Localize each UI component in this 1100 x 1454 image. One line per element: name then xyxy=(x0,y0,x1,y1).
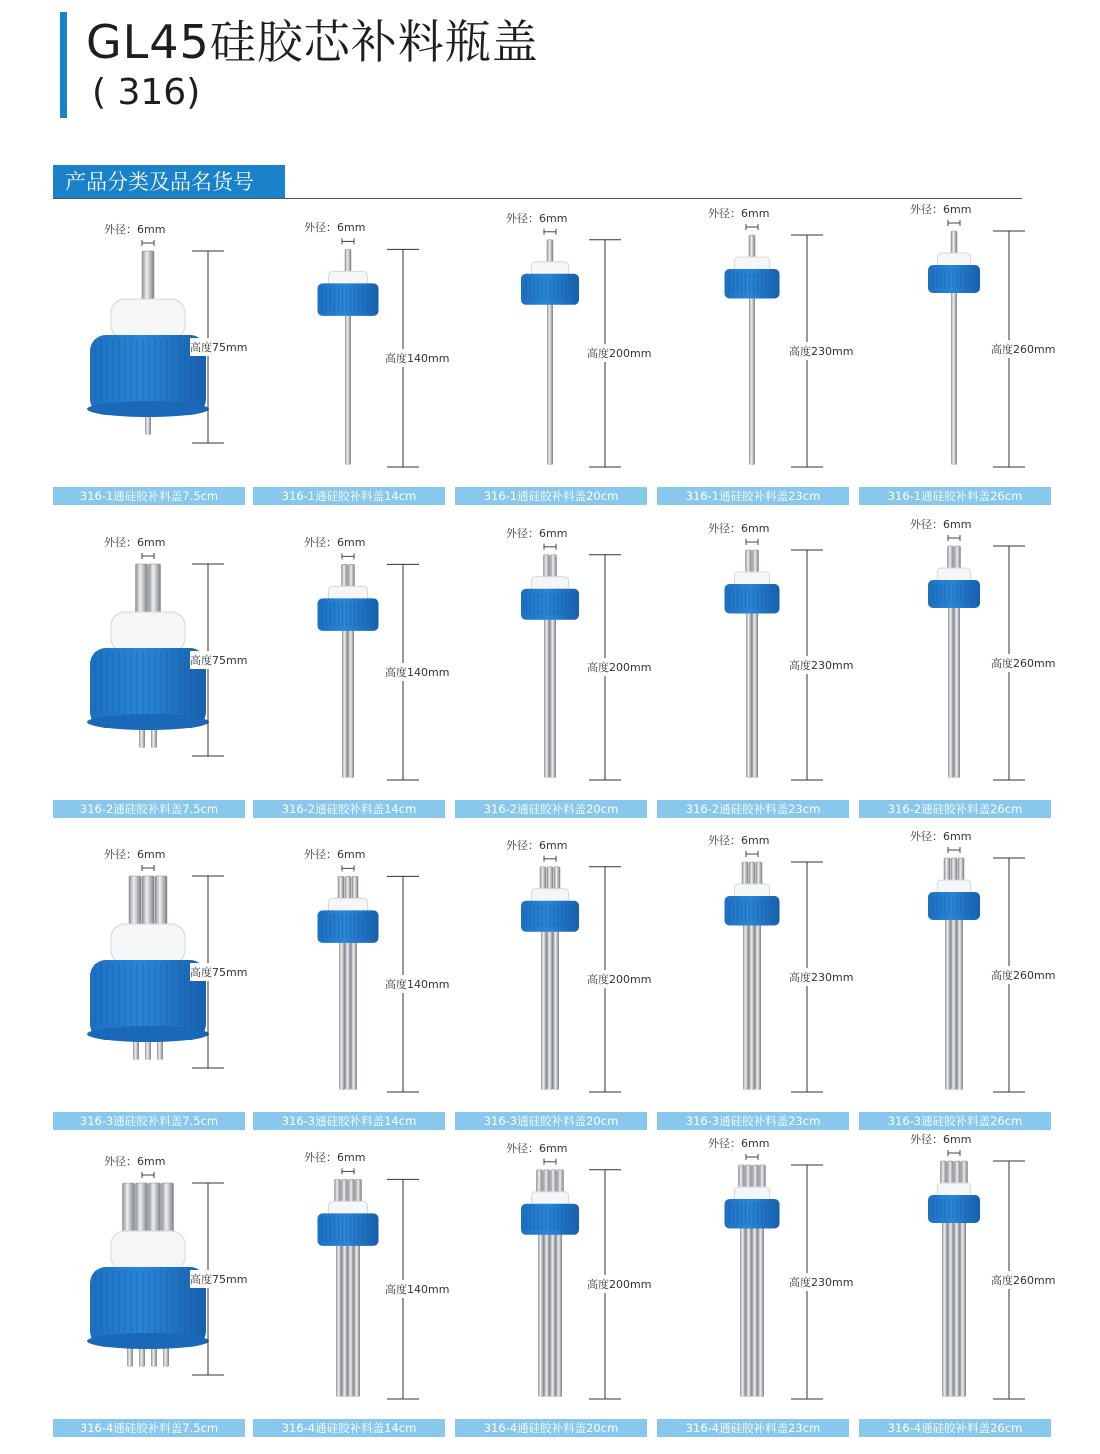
product-code-caption: 316-2通硅胶补料盖7.5cm xyxy=(53,800,245,818)
product-card xyxy=(455,1141,652,1437)
steel-tube xyxy=(960,1221,966,1397)
steel-tube xyxy=(948,606,954,778)
product-card xyxy=(657,207,854,505)
steel-tube xyxy=(740,1227,746,1398)
steel-tube xyxy=(339,941,345,1090)
product-code-caption: 316-2通硅胶补料盖14cm xyxy=(253,800,445,818)
product-code-caption: 316-3通硅胶补料盖23cm xyxy=(657,1112,849,1130)
steel-tube xyxy=(538,1233,544,1397)
steel-tube xyxy=(957,918,963,1090)
product-code-caption: 316-2通硅胶补料盖26cm xyxy=(859,800,1051,818)
feed-port-stub xyxy=(753,1165,759,1189)
blue-gl45-cap xyxy=(928,265,980,293)
blue-gl45-cap xyxy=(725,896,780,926)
feed-port-stub xyxy=(547,867,553,891)
product-card xyxy=(253,1145,450,1437)
steel-tube xyxy=(553,930,559,1090)
feed-port-stub xyxy=(136,1183,148,1233)
height-label: 高度230mm xyxy=(789,968,853,986)
feed-port-stub xyxy=(335,1179,341,1203)
steel-tube xyxy=(954,1221,960,1397)
blue-gl45-cap xyxy=(928,580,980,608)
height-label: 高度140mm xyxy=(385,349,449,367)
height-label: 高度75mm xyxy=(190,338,247,356)
outer-diameter-label: 外径：6mm xyxy=(104,848,166,861)
feed-port-stub xyxy=(554,867,560,891)
outer-diameter-label: 外径：6mm xyxy=(104,1155,166,1168)
steel-tube xyxy=(550,1233,556,1397)
steel-tube xyxy=(547,930,553,1090)
steel-tube xyxy=(345,941,351,1090)
page-subtitle: ( 316) xyxy=(92,72,201,113)
steel-tube xyxy=(746,1227,752,1398)
height-label: 高度230mm xyxy=(789,1273,853,1291)
feed-port-stub xyxy=(760,1165,766,1189)
product-card xyxy=(53,842,248,1130)
page-title: GL45硅胶芯补料瓶盖 xyxy=(86,15,539,69)
feed-port-stub xyxy=(962,1161,968,1185)
outer-diameter-label: 外径：6mm xyxy=(910,518,972,531)
feed-port-stub xyxy=(352,876,358,900)
feed-port-stub xyxy=(162,1183,174,1233)
feed-port-stub xyxy=(746,550,752,574)
feed-port-stub xyxy=(349,564,355,588)
product-card xyxy=(859,830,1056,1130)
product-card xyxy=(253,215,450,505)
silicone-insert xyxy=(111,924,185,964)
feed-port-stub xyxy=(547,240,553,264)
product-card xyxy=(253,530,450,818)
silicone-insert xyxy=(111,612,185,652)
feed-port-stub xyxy=(338,876,344,900)
feed-port-stub xyxy=(941,1161,947,1185)
outer-diameter-label: 外径：6mm xyxy=(708,522,770,535)
feed-port-stub xyxy=(142,876,154,926)
steel-tube xyxy=(336,1244,342,1397)
product-code-caption: 316-1通硅胶补料盖26cm xyxy=(859,487,1051,505)
feed-port-stub xyxy=(742,862,748,886)
product-card xyxy=(253,842,450,1130)
outer-diameter-label: 外径：6mm xyxy=(708,207,770,220)
blue-gl45-cap xyxy=(725,1199,780,1229)
product-card xyxy=(53,215,248,505)
steel-tube xyxy=(544,618,550,778)
feed-port-stub xyxy=(739,1165,745,1189)
steel-tube xyxy=(942,1221,948,1397)
product-code-caption: 316-1通硅胶补料盖7.5cm xyxy=(53,487,245,505)
feed-port-stub xyxy=(951,231,957,255)
feed-port-stub xyxy=(544,1170,550,1194)
steel-tube xyxy=(354,1244,360,1397)
product-code-caption: 316-3通硅胶补料盖7.5cm xyxy=(53,1112,245,1130)
product-card xyxy=(657,1137,854,1437)
height-label: 高度230mm xyxy=(789,656,853,674)
height-label: 高度230mm xyxy=(789,342,853,360)
feed-port-stub xyxy=(951,858,957,882)
feed-port-stub xyxy=(948,546,954,570)
steel-tube xyxy=(547,303,553,465)
product-card xyxy=(53,1145,248,1437)
product-code-caption: 316-4通硅胶补料盖20cm xyxy=(455,1419,647,1437)
product-code-caption: 316-3通硅胶补料盖20cm xyxy=(455,1112,647,1130)
feed-port-stub xyxy=(356,1179,362,1203)
steel-tube xyxy=(342,1244,348,1397)
outer-diameter-label: 外径：6mm xyxy=(304,536,366,550)
product-code-caption: 316-2通硅胶补料盖23cm xyxy=(657,800,849,818)
feed-port-stub xyxy=(756,862,762,886)
steel-tube xyxy=(345,314,351,465)
feed-port-stub xyxy=(342,564,348,588)
product-card xyxy=(53,530,248,818)
feed-port-stub xyxy=(753,550,759,574)
section-title: 产品分类及品名货号 xyxy=(53,165,285,199)
product-card xyxy=(859,1133,1056,1437)
feed-port-stub xyxy=(749,862,755,886)
height-label: 高度140mm xyxy=(385,1280,449,1298)
steel-tube xyxy=(348,629,354,778)
steel-tube xyxy=(752,1227,758,1398)
feed-port-stub xyxy=(149,564,161,614)
outer-diameter-label: 外径：6mm xyxy=(104,536,166,549)
height-label: 高度260mm xyxy=(991,340,1055,358)
steel-tube xyxy=(752,612,758,779)
feed-port-stub xyxy=(544,555,550,579)
product-card xyxy=(859,518,1056,818)
outer-diameter-label: 外径：6mm xyxy=(506,526,568,540)
product-code-caption: 316-1通硅胶补料盖14cm xyxy=(253,487,445,505)
product-code-caption: 316-4通硅胶补料盖14cm xyxy=(253,1419,445,1437)
product-card xyxy=(657,522,854,818)
height-label: 高度260mm xyxy=(991,654,1055,672)
product-code-caption: 316-4通硅胶补料盖7.5cm xyxy=(53,1419,245,1437)
outer-diameter-label: 外径：6mm xyxy=(304,848,366,862)
feed-port-stub xyxy=(944,858,950,882)
steel-tube xyxy=(541,930,547,1090)
steel-tube xyxy=(743,924,749,1091)
height-label: 高度75mm xyxy=(190,1270,247,1288)
height-label: 高度140mm xyxy=(385,663,449,681)
blue-gl45-cap xyxy=(928,1195,980,1223)
feed-port-stub xyxy=(558,1170,564,1194)
steel-tube xyxy=(758,1227,764,1398)
feed-port-stub xyxy=(149,1183,161,1233)
product-code-caption: 316-4通硅胶补料盖23cm xyxy=(657,1419,849,1437)
feed-port-stub xyxy=(746,1165,752,1189)
feed-port-stub xyxy=(955,546,961,570)
feed-port-stub xyxy=(749,235,755,259)
steel-tube xyxy=(550,618,556,778)
height-label: 高度260mm xyxy=(991,1271,1055,1289)
feed-port-stub xyxy=(551,555,557,579)
height-label: 高度200mm xyxy=(587,658,651,676)
outer-diameter-label: 外径：6mm xyxy=(910,1133,972,1146)
feed-port-stub xyxy=(123,1183,135,1233)
feed-port-stub xyxy=(537,1170,543,1194)
height-label: 高度75mm xyxy=(190,651,247,669)
height-label: 高度200mm xyxy=(587,1275,651,1293)
product-code-caption: 316-3通硅胶补料盖26cm xyxy=(859,1112,1051,1130)
outer-diameter-label: 外径：6mm xyxy=(304,221,366,235)
silicone-insert xyxy=(111,1231,185,1271)
steel-tube xyxy=(556,1233,562,1397)
feed-port-stub xyxy=(345,249,351,273)
product-code-caption: 316-3通硅胶补料盖14cm xyxy=(253,1112,445,1130)
outer-diameter-label: 外径：6mm xyxy=(708,834,770,847)
steel-tube xyxy=(749,297,755,466)
feed-port-stub xyxy=(155,876,167,926)
steel-tube xyxy=(948,1221,954,1397)
steel-tube xyxy=(954,606,960,778)
steel-tube xyxy=(951,918,957,1090)
feed-port-stub xyxy=(551,1170,557,1194)
outer-diameter-label: 外径：6mm xyxy=(910,830,972,843)
steel-tube xyxy=(342,629,348,778)
height-label: 高度260mm xyxy=(991,966,1055,984)
outer-diameter-label: 外径：6mm xyxy=(910,203,972,216)
feed-port-stub xyxy=(142,251,154,301)
product-card xyxy=(455,211,652,505)
product-code-caption: 316-2通硅胶补料盖20cm xyxy=(455,800,647,818)
steel-tube xyxy=(746,612,752,779)
blue-gl45-cap xyxy=(725,269,780,299)
feed-port-stub xyxy=(955,1161,961,1185)
height-label: 高度140mm xyxy=(385,975,449,993)
product-code-caption: 316-1通硅胶补料盖23cm xyxy=(657,487,849,505)
steel-tube xyxy=(348,1244,354,1397)
silicone-insert xyxy=(111,299,185,339)
outer-diameter-label: 外径：6mm xyxy=(506,838,568,852)
outer-diameter-label: 外径：6mm xyxy=(708,1137,770,1150)
steel-tube xyxy=(749,924,755,1091)
steel-tube xyxy=(755,924,761,1091)
outer-diameter-label: 外径：6mm xyxy=(104,223,166,236)
steel-tube xyxy=(945,918,951,1090)
product-code-caption: 316-1通硅胶补料盖20cm xyxy=(455,487,647,505)
feed-port-stub xyxy=(342,1179,348,1203)
feed-port-stub xyxy=(345,876,351,900)
outer-diameter-label: 外径：6mm xyxy=(506,211,568,225)
height-label: 高度75mm xyxy=(190,963,247,981)
feed-port-stub xyxy=(349,1179,355,1203)
blue-gl45-cap xyxy=(928,892,980,920)
steel-tube xyxy=(544,1233,550,1397)
steel-tube xyxy=(351,941,357,1090)
outer-diameter-label: 外径：6mm xyxy=(506,1141,568,1155)
product-card xyxy=(657,834,854,1130)
product-card xyxy=(859,203,1056,505)
product-card xyxy=(455,526,652,818)
height-label: 高度200mm xyxy=(587,970,651,988)
outer-diameter-label: 外径：6mm xyxy=(304,1151,366,1165)
product-code-caption: 316-4通硅胶补料盖26cm xyxy=(859,1419,1051,1437)
feed-port-stub xyxy=(540,867,546,891)
feed-port-stub xyxy=(129,876,141,926)
height-label: 高度200mm xyxy=(587,344,651,362)
steel-tube xyxy=(951,291,957,465)
blue-gl45-cap xyxy=(725,584,780,614)
feed-port-stub xyxy=(958,858,964,882)
feed-port-stub xyxy=(136,564,148,614)
product-card xyxy=(455,838,652,1130)
feed-port-stub xyxy=(948,1161,954,1185)
